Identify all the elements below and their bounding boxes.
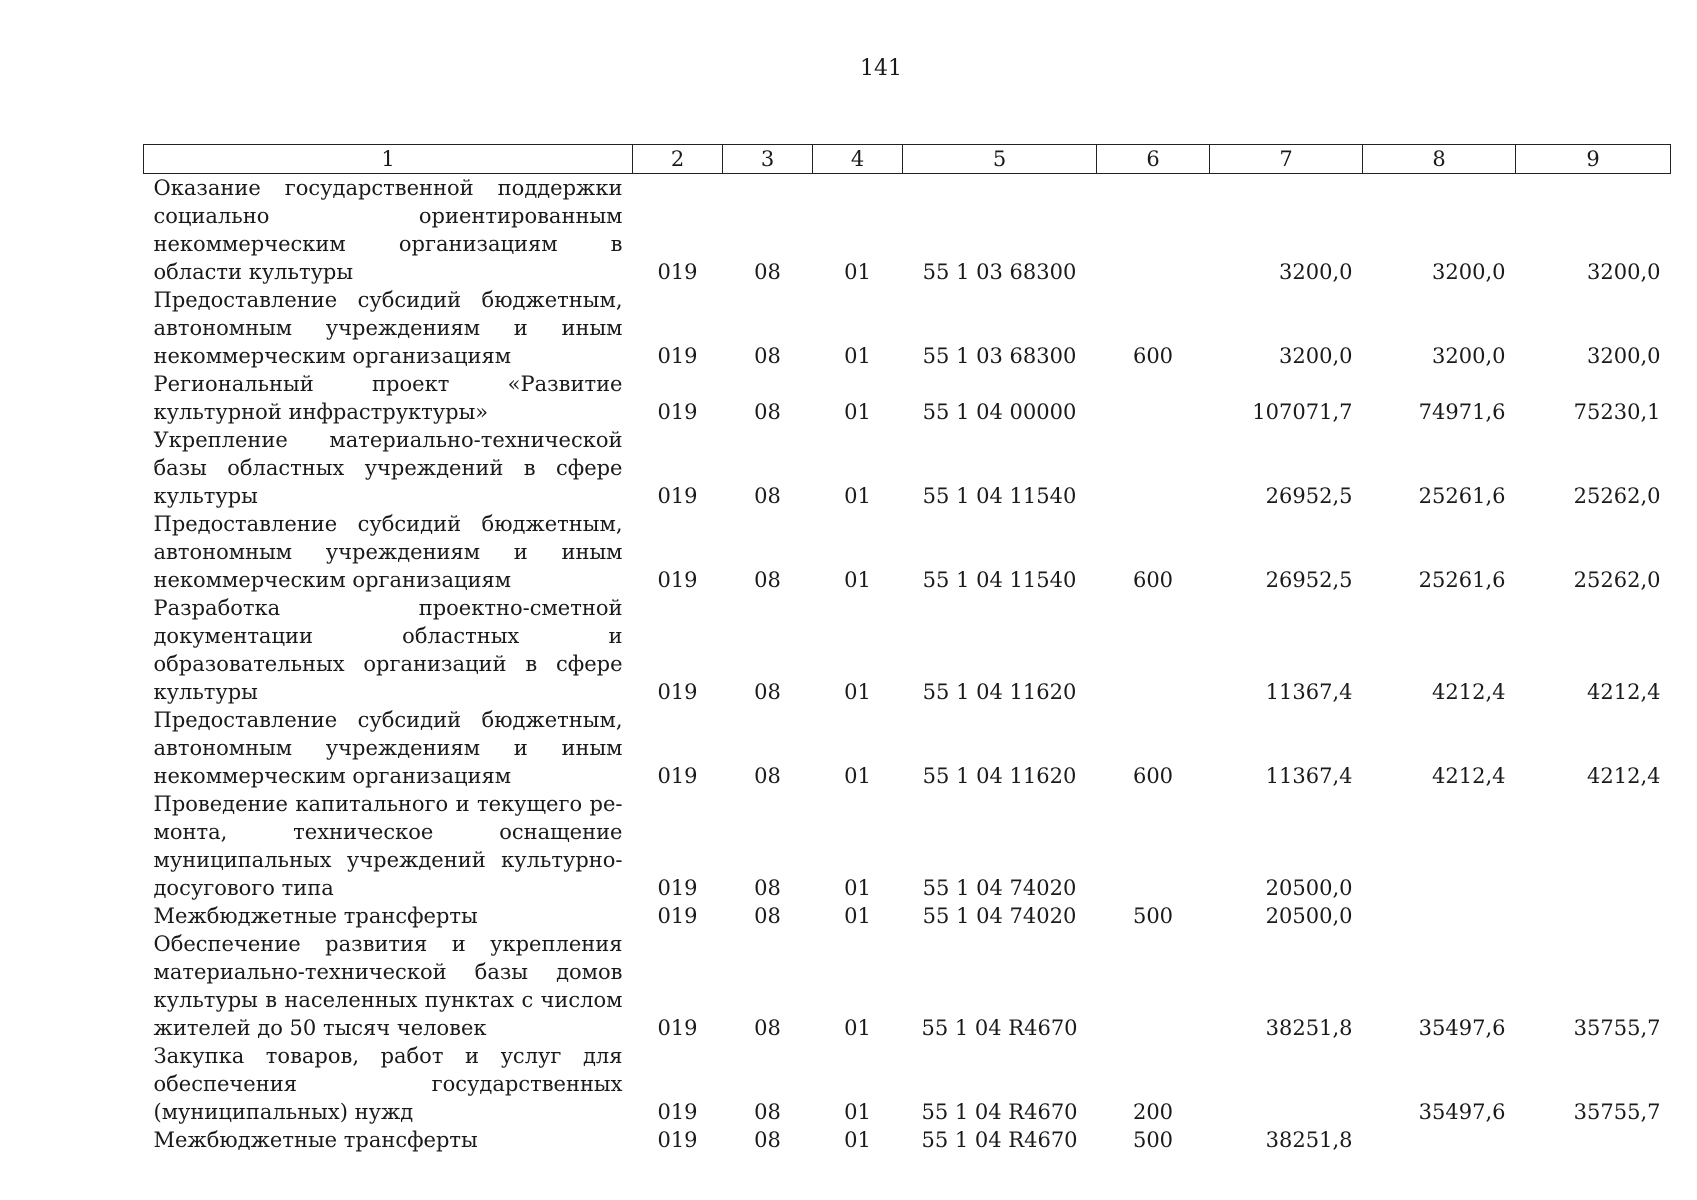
row-amount-1: 26952,5: [1265, 568, 1353, 592]
budget-table: [143, 144, 1671, 1154]
row-target-article: 55 1 03 68300: [922, 344, 1077, 368]
table-row: [144, 426, 1671, 510]
table-header: [144, 145, 1671, 174]
row-amount-3: 25262,0: [1573, 484, 1661, 508]
row-section: 08: [754, 764, 781, 788]
row-amount-3: 35755,7: [1573, 1016, 1661, 1040]
row-section: 08: [754, 344, 781, 368]
row-name: Укрепление материально-технической базы областных учреждений в сфере культуры: [153, 428, 623, 508]
row-amount-2: 25261,6: [1418, 568, 1506, 592]
row-expense-type: [1097, 174, 1210, 287]
page-number: 141: [860, 56, 902, 81]
row-expense-type: 600: [1132, 568, 1174, 592]
table-row: [144, 370, 1671, 426]
row-subsection: 01: [844, 1016, 871, 1040]
column-header: 5: [903, 145, 1097, 174]
row-amount-1: 11367,4: [1265, 764, 1353, 788]
row-grbs: 019: [657, 904, 698, 928]
row-expense-type: [1097, 930, 1210, 1042]
row-grbs: 019: [657, 680, 698, 704]
row-amount-3: [1516, 902, 1671, 930]
row-amount-3: 4212,4: [1587, 680, 1661, 704]
row-grbs: 019: [657, 1100, 698, 1124]
row-section: 08: [754, 484, 781, 508]
row-expense-type: [1097, 426, 1210, 510]
row-subsection: 01: [844, 1128, 871, 1152]
row-subsection: 01: [844, 260, 871, 284]
row-amount-3: 3200,0: [1587, 260, 1661, 284]
row-section: 08: [754, 400, 781, 424]
row-amount-2: 4212,4: [1432, 764, 1506, 788]
row-grbs: 019: [657, 400, 698, 424]
table-row: [144, 706, 1671, 790]
row-subsection: 01: [844, 680, 871, 704]
row-grbs: 019: [657, 484, 698, 508]
row-grbs: 019: [657, 876, 698, 900]
row-section: 08: [754, 260, 781, 284]
column-header: 1: [144, 145, 633, 174]
row-expense-type: [1097, 790, 1210, 902]
row-amount-3: 4212,4: [1587, 764, 1661, 788]
row-amount-1: 38251,8: [1265, 1128, 1353, 1152]
row-subsection: 01: [844, 876, 871, 900]
row-amount-3: [1516, 790, 1671, 902]
row-amount-3: 35755,7: [1573, 1100, 1661, 1124]
row-subsection: 01: [844, 400, 871, 424]
column-header: 9: [1516, 145, 1671, 174]
row-section: 08: [754, 904, 781, 928]
row-amount-2: 35497,6: [1418, 1100, 1506, 1124]
row-name: Разработка проектно-сметной документации областных и образовательных организаций в сфере культуры: [153, 596, 623, 704]
table-row: [144, 510, 1671, 594]
row-grbs: 019: [657, 344, 698, 368]
row-name: Закупка товаров, работ и услуг для обеспечения государственных (муниципальных) нужд: [153, 1044, 623, 1124]
row-amount-2: 35497,6: [1418, 1016, 1506, 1040]
row-target-article: 55 1 04 00000: [922, 400, 1077, 424]
row-amount-2: 4212,4: [1432, 680, 1506, 704]
row-amount-2: 25261,6: [1418, 484, 1506, 508]
row-amount-1: 26952,5: [1265, 484, 1353, 508]
table-row: [144, 286, 1671, 370]
table-row: [144, 1126, 1671, 1154]
row-subsection: 01: [844, 484, 871, 508]
table-row: [144, 902, 1671, 930]
row-name: Проведение капитального и текущего ремонта, техническое оснащение муниципальных учреждений культурно-досугового типа: [153, 792, 623, 900]
row-amount-1: 20500,0: [1265, 904, 1353, 928]
column-header: 8: [1363, 145, 1516, 174]
row-name: Предоставление субсидий бюджетным, автономным учреждениям и иным некоммерческим организациям: [153, 512, 623, 592]
row-amount-1: 3200,0: [1279, 260, 1353, 284]
row-target-article: 55 1 03 68300: [922, 260, 1077, 284]
column-header: 6: [1097, 145, 1210, 174]
row-section: 08: [754, 1128, 781, 1152]
row-name: Межбюджетные трансферты: [153, 1128, 478, 1152]
row-grbs: 019: [657, 260, 698, 284]
row-expense-type: 500: [1132, 1128, 1174, 1152]
row-target-article: 55 1 04 R4670: [921, 1016, 1078, 1040]
row-amount-2: 74971,6: [1418, 400, 1506, 424]
row-expense-type: [1097, 370, 1210, 426]
row-amount-1: 38251,8: [1265, 1016, 1353, 1040]
row-name: Межбюджетные трансферты: [153, 904, 478, 928]
row-section: 08: [754, 680, 781, 704]
table-row: [144, 174, 1671, 287]
row-amount-1: 3200,0: [1279, 344, 1353, 368]
row-section: 08: [754, 1016, 781, 1040]
row-amount-2: [1363, 902, 1516, 930]
row-subsection: 01: [844, 1100, 871, 1124]
column-header: 7: [1210, 145, 1363, 174]
column-header: 3: [723, 145, 813, 174]
row-expense-type: 200: [1132, 1100, 1174, 1124]
row-target-article: 55 1 04 11540: [922, 568, 1077, 592]
table-row: [144, 930, 1671, 1042]
row-expense-type: 600: [1132, 764, 1174, 788]
table-row: [144, 1042, 1671, 1126]
table-row: [144, 594, 1671, 706]
row-name: Обеспечение развития и укрепления материально-технической базы домов культуры в населенных пунктах с числом жителей до 50 тысяч человек: [153, 932, 623, 1040]
row-amount-3: 75230,1: [1573, 400, 1661, 424]
row-amount-2: [1363, 1126, 1516, 1154]
row-grbs: 019: [657, 1128, 698, 1152]
row-grbs: 019: [657, 1016, 698, 1040]
row-section: 08: [754, 876, 781, 900]
table-body: [144, 174, 1671, 1155]
column-header: 2: [633, 145, 723, 174]
row-name: Региональный проект «Развитие культурной инфраструктуры»: [153, 372, 623, 424]
row-subsection: 01: [844, 764, 871, 788]
row-expense-type: 500: [1132, 904, 1174, 928]
row-amount-2: 3200,0: [1432, 260, 1506, 284]
row-section: 08: [754, 1100, 781, 1124]
row-target-article: 55 1 04 R4670: [921, 1100, 1078, 1124]
table-row: [144, 790, 1671, 902]
row-target-article: 55 1 04 74020: [922, 876, 1077, 900]
row-amount-2: 3200,0: [1432, 344, 1506, 368]
row-target-article: 55 1 04 11540: [922, 484, 1077, 508]
row-section: 08: [754, 568, 781, 592]
header-row: [144, 145, 1671, 174]
row-grbs: 019: [657, 764, 698, 788]
row-amount-3: [1516, 1126, 1671, 1154]
row-expense-type: [1097, 594, 1210, 706]
row-amount-3: 25262,0: [1573, 568, 1661, 592]
row-amount-2: [1363, 790, 1516, 902]
row-amount-1: [1210, 1042, 1363, 1126]
row-target-article: 55 1 04 11620: [922, 764, 1077, 788]
row-name: Предоставление субсидий бюджетным, автономным учреждениям и иным некоммерческим организациям: [153, 708, 623, 788]
row-subsection: 01: [844, 344, 871, 368]
column-header: 4: [813, 145, 903, 174]
row-amount-3: 3200,0: [1587, 344, 1661, 368]
row-target-article: 55 1 04 74020: [922, 904, 1077, 928]
row-subsection: 01: [844, 568, 871, 592]
row-name: Оказание государственной поддержки социально ориентированным некоммерческим организациям в области культуры: [153, 176, 623, 284]
row-name: Предоставление субсидий бюджетным, автономным учреждениям и иным некоммерческим организациям: [153, 288, 623, 368]
row-subsection: 01: [844, 904, 871, 928]
row-expense-type: 600: [1132, 344, 1174, 368]
row-amount-1: 107071,7: [1252, 400, 1353, 424]
row-amount-1: 20500,0: [1265, 876, 1353, 900]
row-amount-1: 11367,4: [1265, 680, 1353, 704]
row-target-article: 55 1 04 11620: [922, 680, 1077, 704]
row-target-article: 55 1 04 R4670: [921, 1128, 1078, 1152]
row-grbs: 019: [657, 568, 698, 592]
